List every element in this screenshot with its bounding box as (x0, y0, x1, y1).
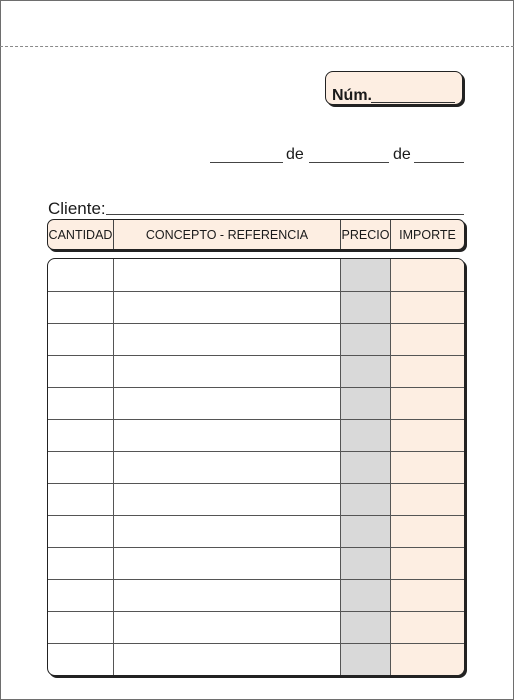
date-separator-2: de (393, 146, 411, 163)
table-header (47, 219, 465, 250)
table-row-separator (48, 355, 464, 356)
column-divider (340, 259, 341, 675)
column-header-importe: IMPORTE (399, 227, 456, 242)
invoice-number-field[interactable] (371, 102, 455, 103)
column-header-precio: PRECIO (341, 227, 390, 242)
table-row-separator (48, 323, 464, 324)
table-row-separator (48, 387, 464, 388)
client-label: Cliente: (48, 199, 106, 218)
table-row-separator (48, 483, 464, 484)
date-day-field[interactable] (210, 162, 283, 163)
table-row-separator (48, 451, 464, 452)
table-row-separator (48, 291, 464, 292)
invoice-number-label: Núm. (332, 87, 372, 104)
date-year-field[interactable] (414, 162, 464, 163)
table-row-separator (48, 643, 464, 644)
table-row-separator (48, 419, 464, 420)
importe-column-fill (391, 259, 464, 675)
precio-column-fill (340, 259, 390, 675)
table-row-separator (48, 611, 464, 612)
column-header-concepto: CONCEPTO - REFERENCIA (145, 227, 309, 242)
invoice-number-box (325, 71, 463, 105)
table-row-separator (48, 579, 464, 580)
date-month-field[interactable] (309, 162, 389, 163)
date-separator-1: de (286, 146, 304, 163)
client-field[interactable] (106, 214, 464, 215)
table-row-separator (48, 547, 464, 548)
column-divider (113, 259, 114, 675)
perforation-line (0, 46, 514, 47)
line-items-table (47, 258, 465, 676)
column-divider (390, 259, 391, 675)
table-row-separator (48, 515, 464, 516)
column-header-cantidad: CANTIDAD (48, 227, 113, 242)
